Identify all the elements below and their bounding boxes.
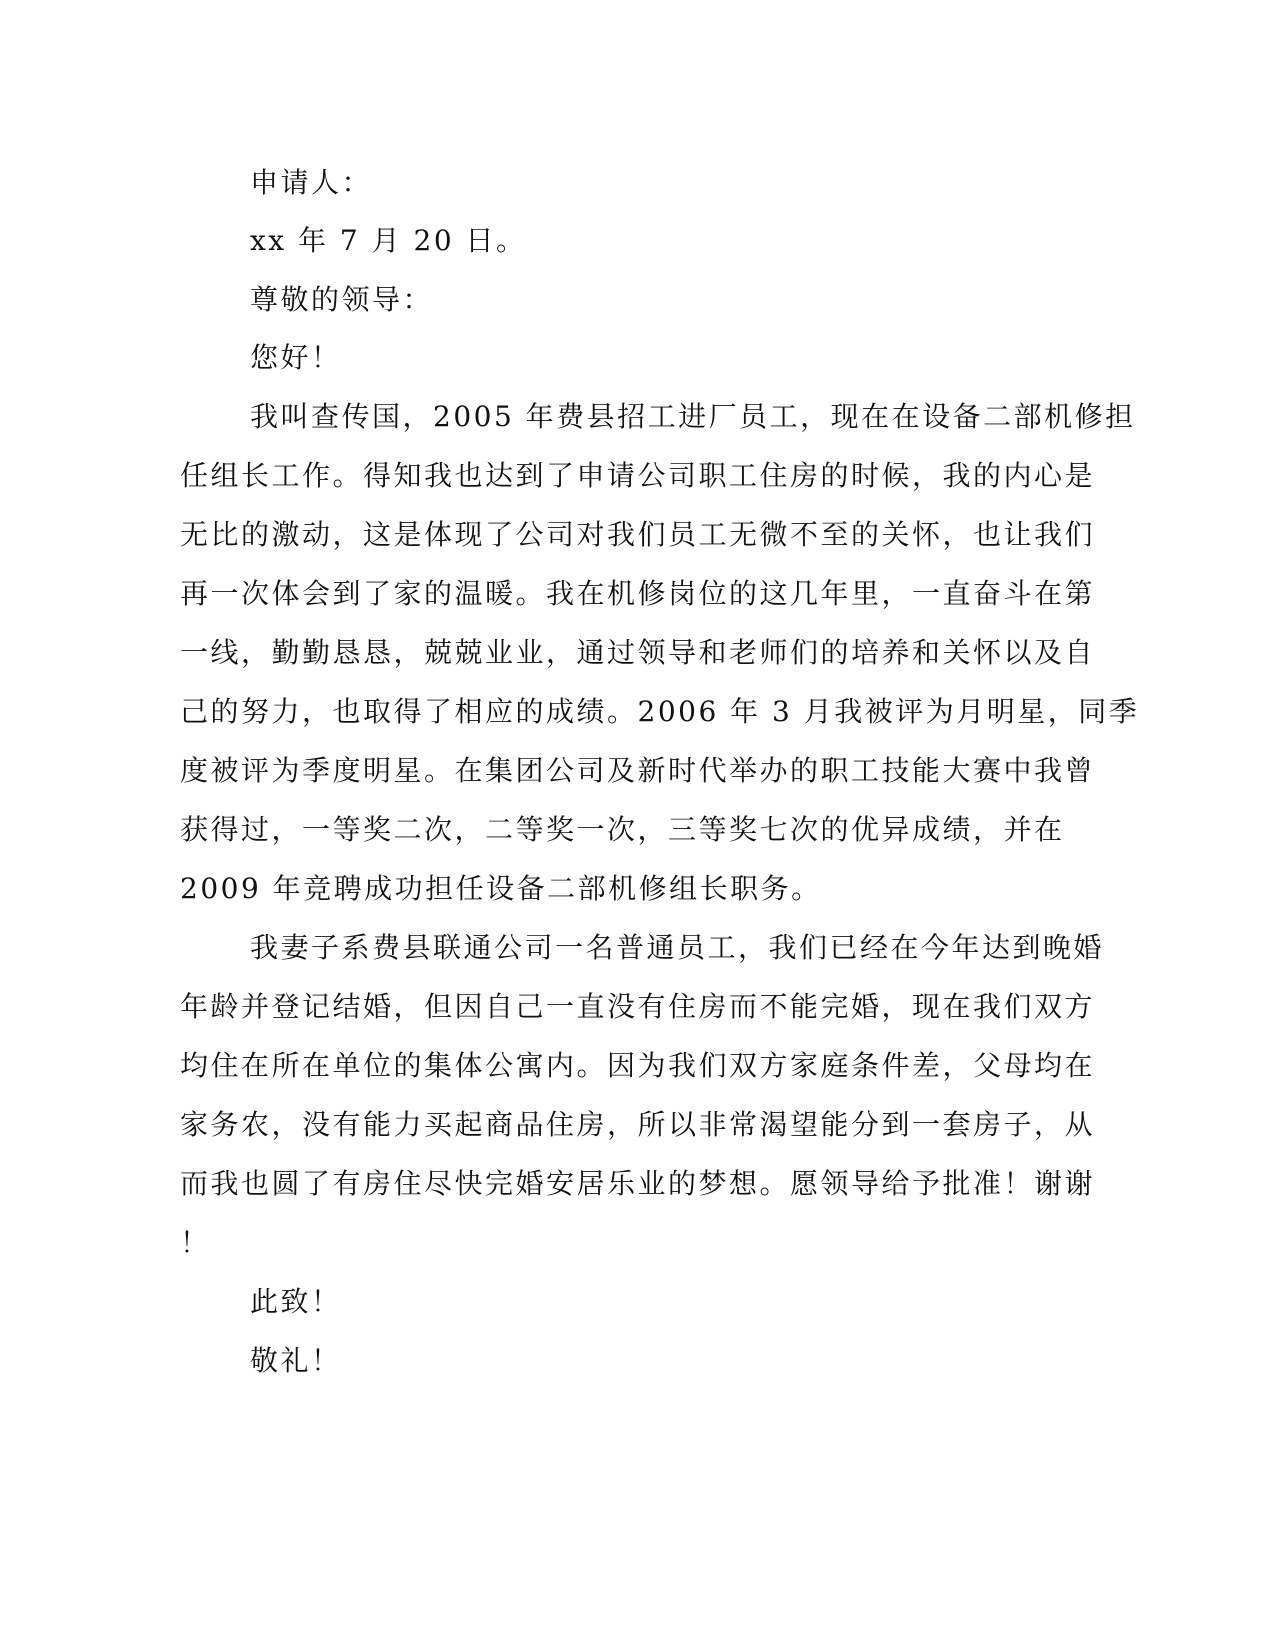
closing-jingli: 敬礼！: [250, 1344, 342, 1377]
paragraph2-line: ！: [180, 1226, 211, 1259]
applicant-label: 申请人：: [250, 166, 373, 199]
closing-cizhi: 此致！: [250, 1285, 342, 1318]
paragraph1-line: 一线，勤勤恳恳，兢兢业业，通过领导和老师们的培养和关怀以及自: [180, 636, 1096, 669]
paragraph2-line: 均住在所在单位的集体公寓内。因为我们双方家庭条件差，父母均在: [180, 1049, 1096, 1082]
paragraph2-line: 我妻子系费县联通公司一名普通员工，我们已经在今年达到晚婚: [250, 931, 1105, 964]
paragraph2-line: 而我也圆了有房住尽快完婚安居乐业的梦想。愿领导给予批准！谢谢: [180, 1167, 1096, 1200]
paragraph1-line: 无比的激动，这是体现了公司对我们员工无微不至的关怀，也让我们: [180, 518, 1096, 551]
salutation: 尊敬的领导：: [250, 283, 434, 316]
paragraph2-line: 年龄并登记结婚，但因自己一直没有住房而不能完婚，现在我们双方: [180, 990, 1096, 1023]
paragraph1-line: 己的努力，也取得了相应的成绩。2006 年 3 月我被评为月明星，同季: [180, 695, 1140, 728]
paragraph1-line: 再一次体会到了家的温暖。我在机修岗位的这几年里，一直奋斗在第: [180, 577, 1096, 610]
paragraph1-line: 我叫查传国，2005 年费县招工进厂员工，现在在设备二部机修担: [250, 400, 1136, 433]
paragraph1-line: 获得过，一等奖二次，二等奖一次，三等奖七次的优异成绩，并在: [180, 813, 1065, 846]
paragraph1-line: 度被评为季度明星。在集团公司及新时代举办的职工技能大赛中我曾: [180, 754, 1096, 787]
date-line: xx 年 7 月 20 日。: [250, 224, 527, 257]
greeting: 您好！: [250, 341, 342, 374]
paragraph1-line: 任组长工作。得知我也达到了申请公司职工住房的时候，我的内心是: [180, 459, 1096, 492]
paragraph1-line: 2009 年竞聘成功担任设备二部机修组长职务。: [180, 872, 822, 905]
paragraph2-line: 家务农，没有能力买起商品住房，所以非常渴望能分到一套房子，从: [180, 1108, 1096, 1141]
